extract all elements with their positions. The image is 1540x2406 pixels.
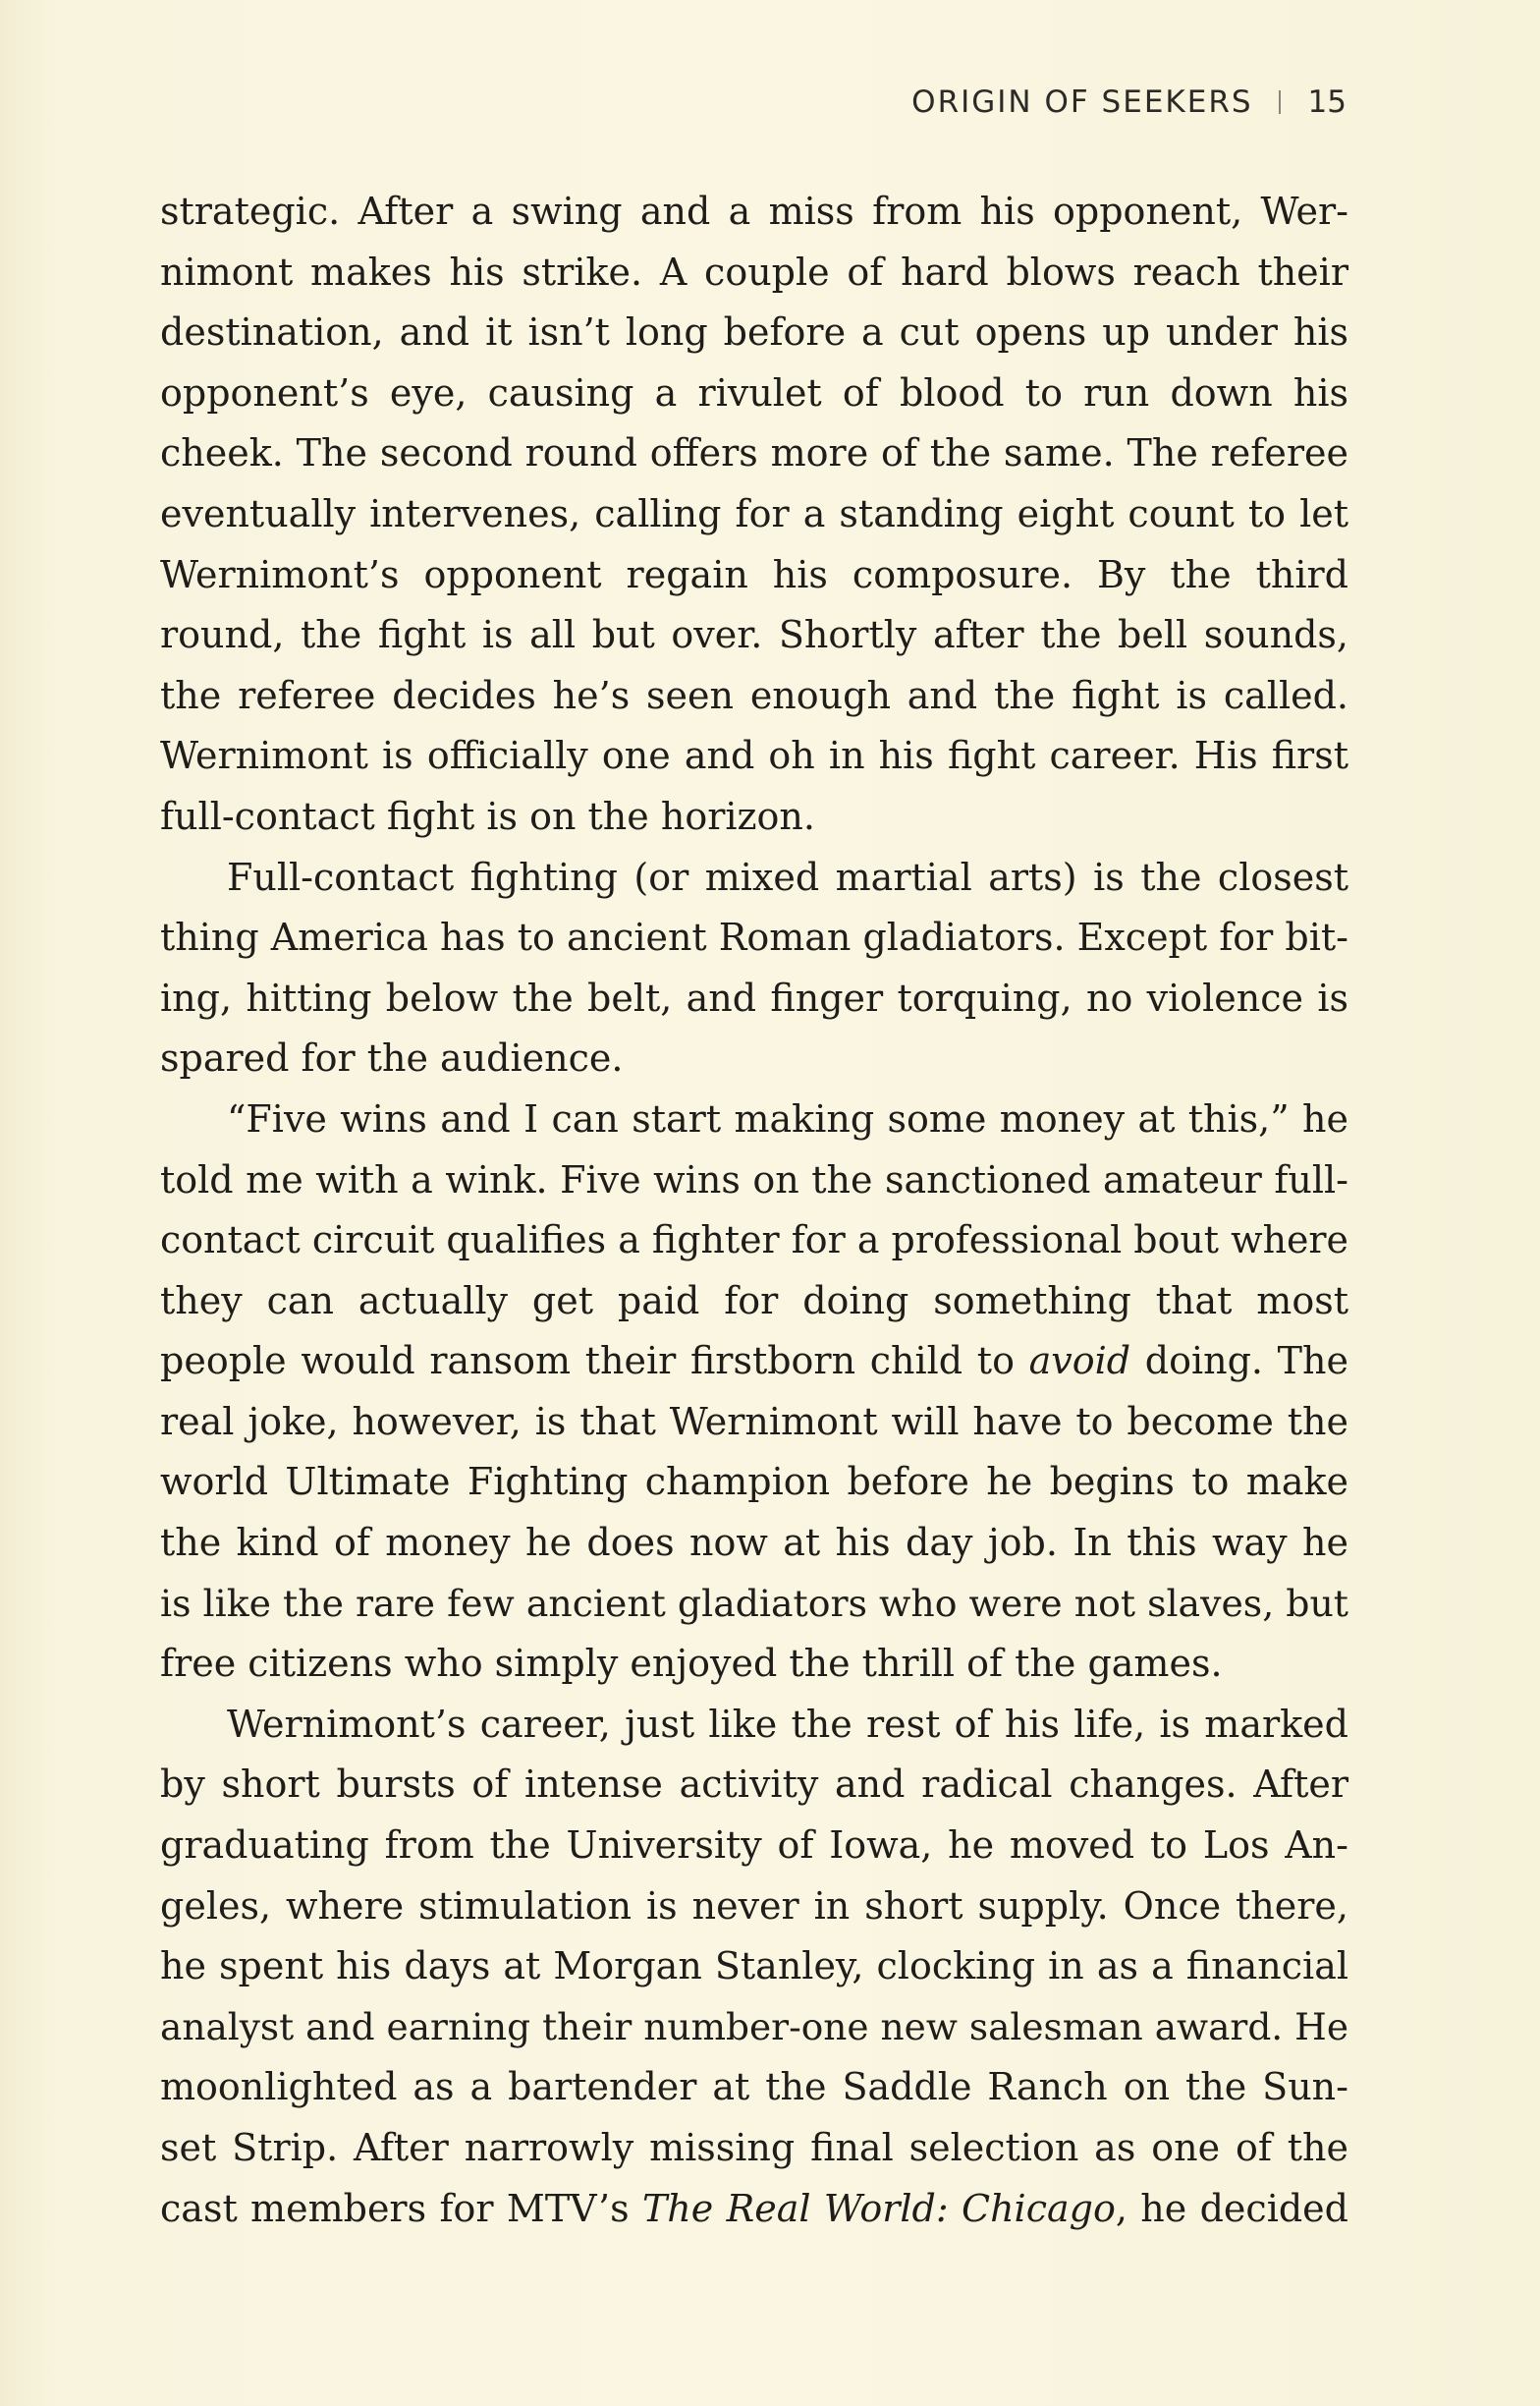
running-title: ORIGIN OF SEEKERS [911, 84, 1253, 120]
paragraph-3 [160, 1090, 1348, 1695]
body-text [160, 182, 1348, 2239]
text-line: ing, hitting below the belt, and finger torquing, no violence is [160, 976, 1348, 1020]
text-line-with-italic [160, 2179, 1348, 2240]
paragraph-2 [160, 848, 1348, 1090]
text-line: “Five wins and I can start making some money at this,” he [227, 1096, 1348, 1141]
text-line: is like the rare few ancient gladiators who were not slaves, but [160, 1581, 1348, 1625]
text-line: Wernimont is officially one and oh in his fight career. His first [160, 734, 1348, 778]
text-line: told me with a wink. Five wins on the sanctioned amateur full- [160, 1157, 1348, 1202]
text-line: he spent his days at Morgan Stanley, clocking in as a financial [160, 1944, 1348, 1988]
text-line: thing America has to ancient Roman gladiators. Except for bit- [160, 916, 1348, 960]
text-line: spared for the audience. [160, 1036, 624, 1081]
paragraph-4 [160, 1695, 1348, 2239]
text-line: moonlighted as a bartender at the Saddle Ranch on the Sun- [160, 2065, 1348, 2109]
text-line: free citizens who simply enjoyed the thrill of the games. [160, 1642, 1223, 1686]
text-line: cheek. The second round offers more of the same. The referee [160, 431, 1348, 476]
text-line: contact circuit qualifies a fighter for a professional bout where [160, 1218, 1348, 1262]
text-line: destination, and it isn’t long before a cut opens up under his [160, 310, 1348, 355]
text-line: Full-contact fighting (or mixed martial arts) is the closest [227, 855, 1348, 899]
text-run: doing. The [1130, 1339, 1348, 1383]
italic-emphasis: avoid [1028, 1339, 1131, 1383]
text-line: by short bursts of intense activity and radical changes. After [160, 1763, 1348, 1807]
paragraph-1 [160, 182, 1348, 848]
text-run: cast members for MTV’s [160, 2186, 642, 2230]
text-run: people would ransom their firstborn child to [160, 1339, 1029, 1383]
text-line: set Strip. After narrowly missing final selection as one of the [160, 2126, 1348, 2169]
text-line: nimont makes his strike. A couple of hard blows reach their [160, 250, 1348, 294]
text-run: , he decided [1115, 2186, 1348, 2230]
text-line: the kind of money he does now at his day job. In this way he [160, 1521, 1348, 1565]
page-number: 15 [1307, 84, 1347, 120]
text-line: they can actually get paid for doing something that most [160, 1278, 1348, 1322]
text-line: analyst and earning their number-one new salesman award. He [160, 2004, 1348, 2048]
italic-title: The Real World: Chicago [641, 2186, 1116, 2230]
text-line: eventually intervenes, calling for a standing eight count to let [160, 491, 1348, 535]
text-line: strategic. After a swing and a miss from his opponent, Wer- [160, 190, 1348, 233]
text-line: round, the fight is all but over. Shortly after the bell sounds, [160, 613, 1348, 657]
text-line: full-contact fight is on the horizon. [160, 794, 815, 838]
text-line: the referee decides he’s seen enough and the fight is called. [160, 673, 1348, 717]
text-line: opponent’s eye, causing a rivulet of blood to run down his [160, 370, 1348, 415]
running-head [911, 84, 1347, 120]
text-line: geles, where stimulation is never in short supply. Once there, [160, 1883, 1348, 1928]
header-divider [1279, 90, 1281, 114]
text-line: graduating from the University of Iowa, he moved to Los An- [160, 1823, 1348, 1868]
text-line: Wernimont’s opponent regain his composure. By the third [160, 552, 1348, 596]
text-line: world Ultimate Fighting champion before he begins to make [160, 1460, 1348, 1504]
text-line-with-italic [160, 1331, 1348, 1392]
text-line: Wernimont’s career, just like the rest of his life, is marked [227, 1702, 1348, 1746]
text-line: real joke, however, is that Wernimont will have to become the [160, 1399, 1348, 1443]
